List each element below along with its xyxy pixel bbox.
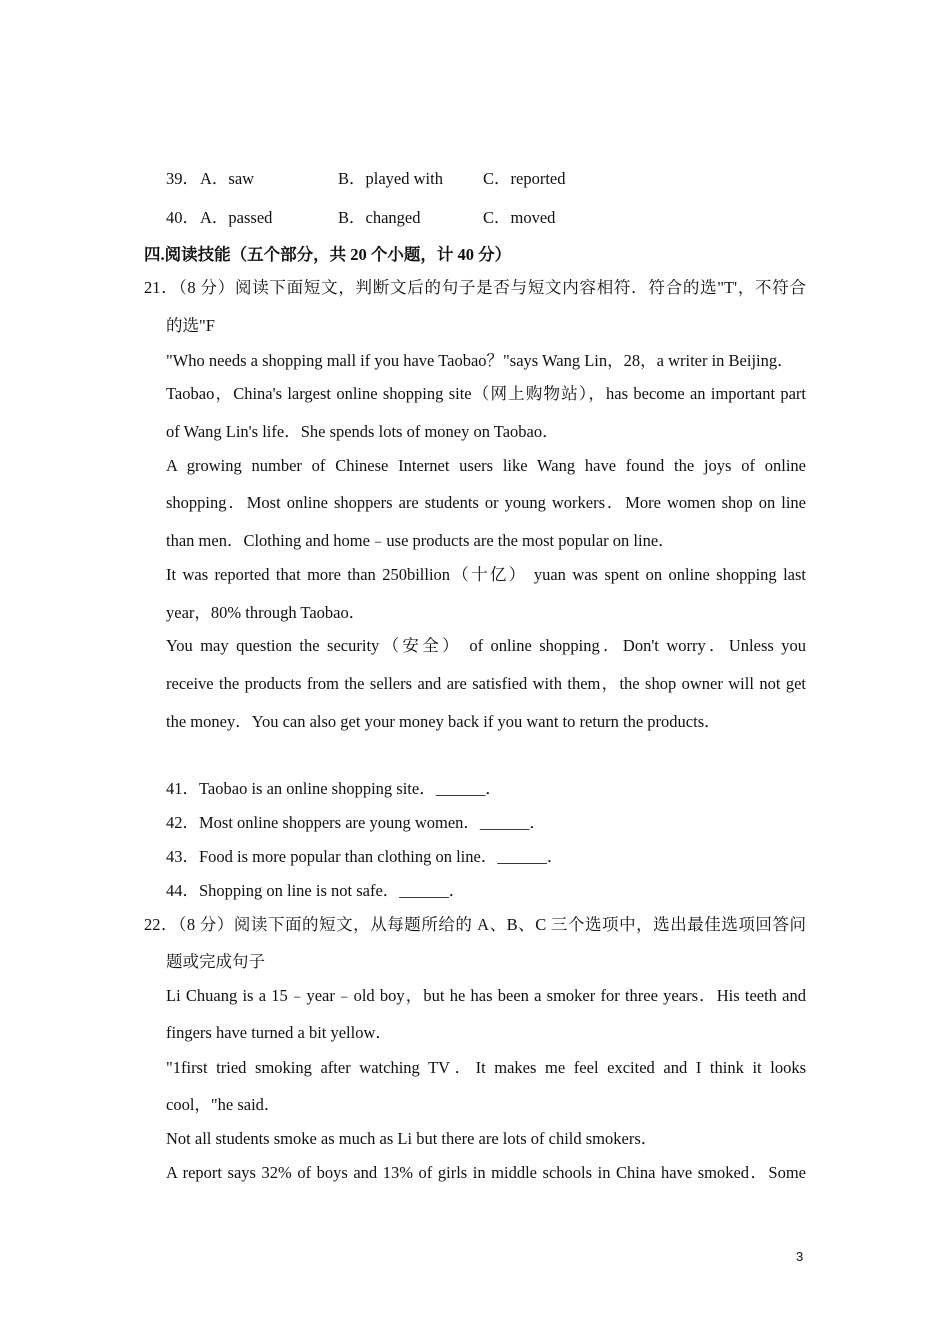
- q22-instruction-line2: 题或完成句子: [166, 952, 265, 971]
- q21-instruction-line2: 的选"F: [166, 316, 215, 335]
- q21-paragraph-4-line1: It was reported that more than 250billion（十亿） yuan was spent on online shopping last: [166, 565, 806, 584]
- option-39-c: C．reported: [483, 169, 566, 188]
- q22-paragraph-1-line2: fingers have turned a bit yellow．: [166, 1023, 392, 1042]
- option-40-a: A．passed: [200, 208, 273, 227]
- q22-paragraph-4-line1: A report says 32% of boys and 13% of girls in middle schools in China have smoked．Some: [166, 1163, 806, 1182]
- q21-paragraph-1: "Who needs a shopping mall if you have Taobao？"says Wang Lin，28，a writer in Beijing．: [166, 351, 794, 370]
- option-40-c: C．moved: [483, 208, 556, 227]
- q21-paragraph-5-line3: the money．You can also get your money back if you want to return the products．: [166, 712, 721, 731]
- q22-paragraph-2-line2: cool，"he said．: [166, 1095, 281, 1114]
- q21-paragraph-2-line1: Taobao，China's largest online shopping site（网上购物站），has become an important part: [166, 384, 806, 403]
- option-39-a: A．saw: [200, 169, 255, 188]
- q21-paragraph-3-line2: shopping．Most online shoppers are students or young workers．More women shop on line: [166, 493, 806, 512]
- q21-item-42: 42．Most online shoppers are young women．______．: [166, 813, 546, 832]
- q21-paragraph-4-line2: year，80% through Taobao．: [166, 603, 366, 622]
- option-39-b: B．played with: [338, 169, 443, 188]
- q21-paragraph-2-line2: of Wang Lin's life．She spends lots of money on Taobao．: [166, 422, 559, 441]
- page-number: 3: [796, 1249, 804, 1264]
- q22-paragraph-3: Not all students smoke as much as Li but there are lots of child smokers．: [166, 1129, 658, 1148]
- q22-paragraph-1-line1: Li Chuang is a 15﹣year﹣old boy，but he has been a smoker for three years．His teeth and: [166, 986, 806, 1005]
- q21-instruction-line1: 21．（8 分）阅读下面短文，判断文后的句子是否与短文内容相符．符合的选"T'，不符合: [144, 278, 806, 297]
- q21-paragraph-3-line1: A growing number of Chinese Internet users like Wang have found the joys of online: [166, 456, 806, 475]
- option-num-40: 40．: [166, 208, 199, 227]
- q21-paragraph-3-line3: than men．Clothing and home﹣use products are the most popular on line．: [166, 531, 675, 550]
- q21-item-41: 41．Taobao is an online shopping site．______．: [166, 779, 502, 798]
- q22-paragraph-2-line1: "1first tried smoking after watching TV．It makes me feel excited and I think it looks: [166, 1058, 806, 1077]
- option-40-b: B．changed: [338, 208, 421, 227]
- q21-paragraph-5-line1: You may question the security（安全） of online shopping．Don't worry．Unless you: [166, 636, 806, 655]
- q22-instruction-line1: 22．（8 分）阅读下面的短文，从每题所给的 A、B、C 三个选项中，选出最佳选项回答问: [144, 915, 806, 934]
- option-num-39: 39．: [166, 169, 199, 188]
- q21-paragraph-5-line2: receive the products from the sellers and are satisfied with them，the shop owner will not get: [166, 674, 806, 693]
- q21-item-44: 44．Shopping on line is not safe．______．: [166, 881, 466, 900]
- section-heading: 四.阅读技能（五个部分，共 20 个小题，计 40 分）: [144, 245, 512, 264]
- q21-item-43: 43．Food is more popular than clothing on line．______．: [166, 847, 564, 866]
